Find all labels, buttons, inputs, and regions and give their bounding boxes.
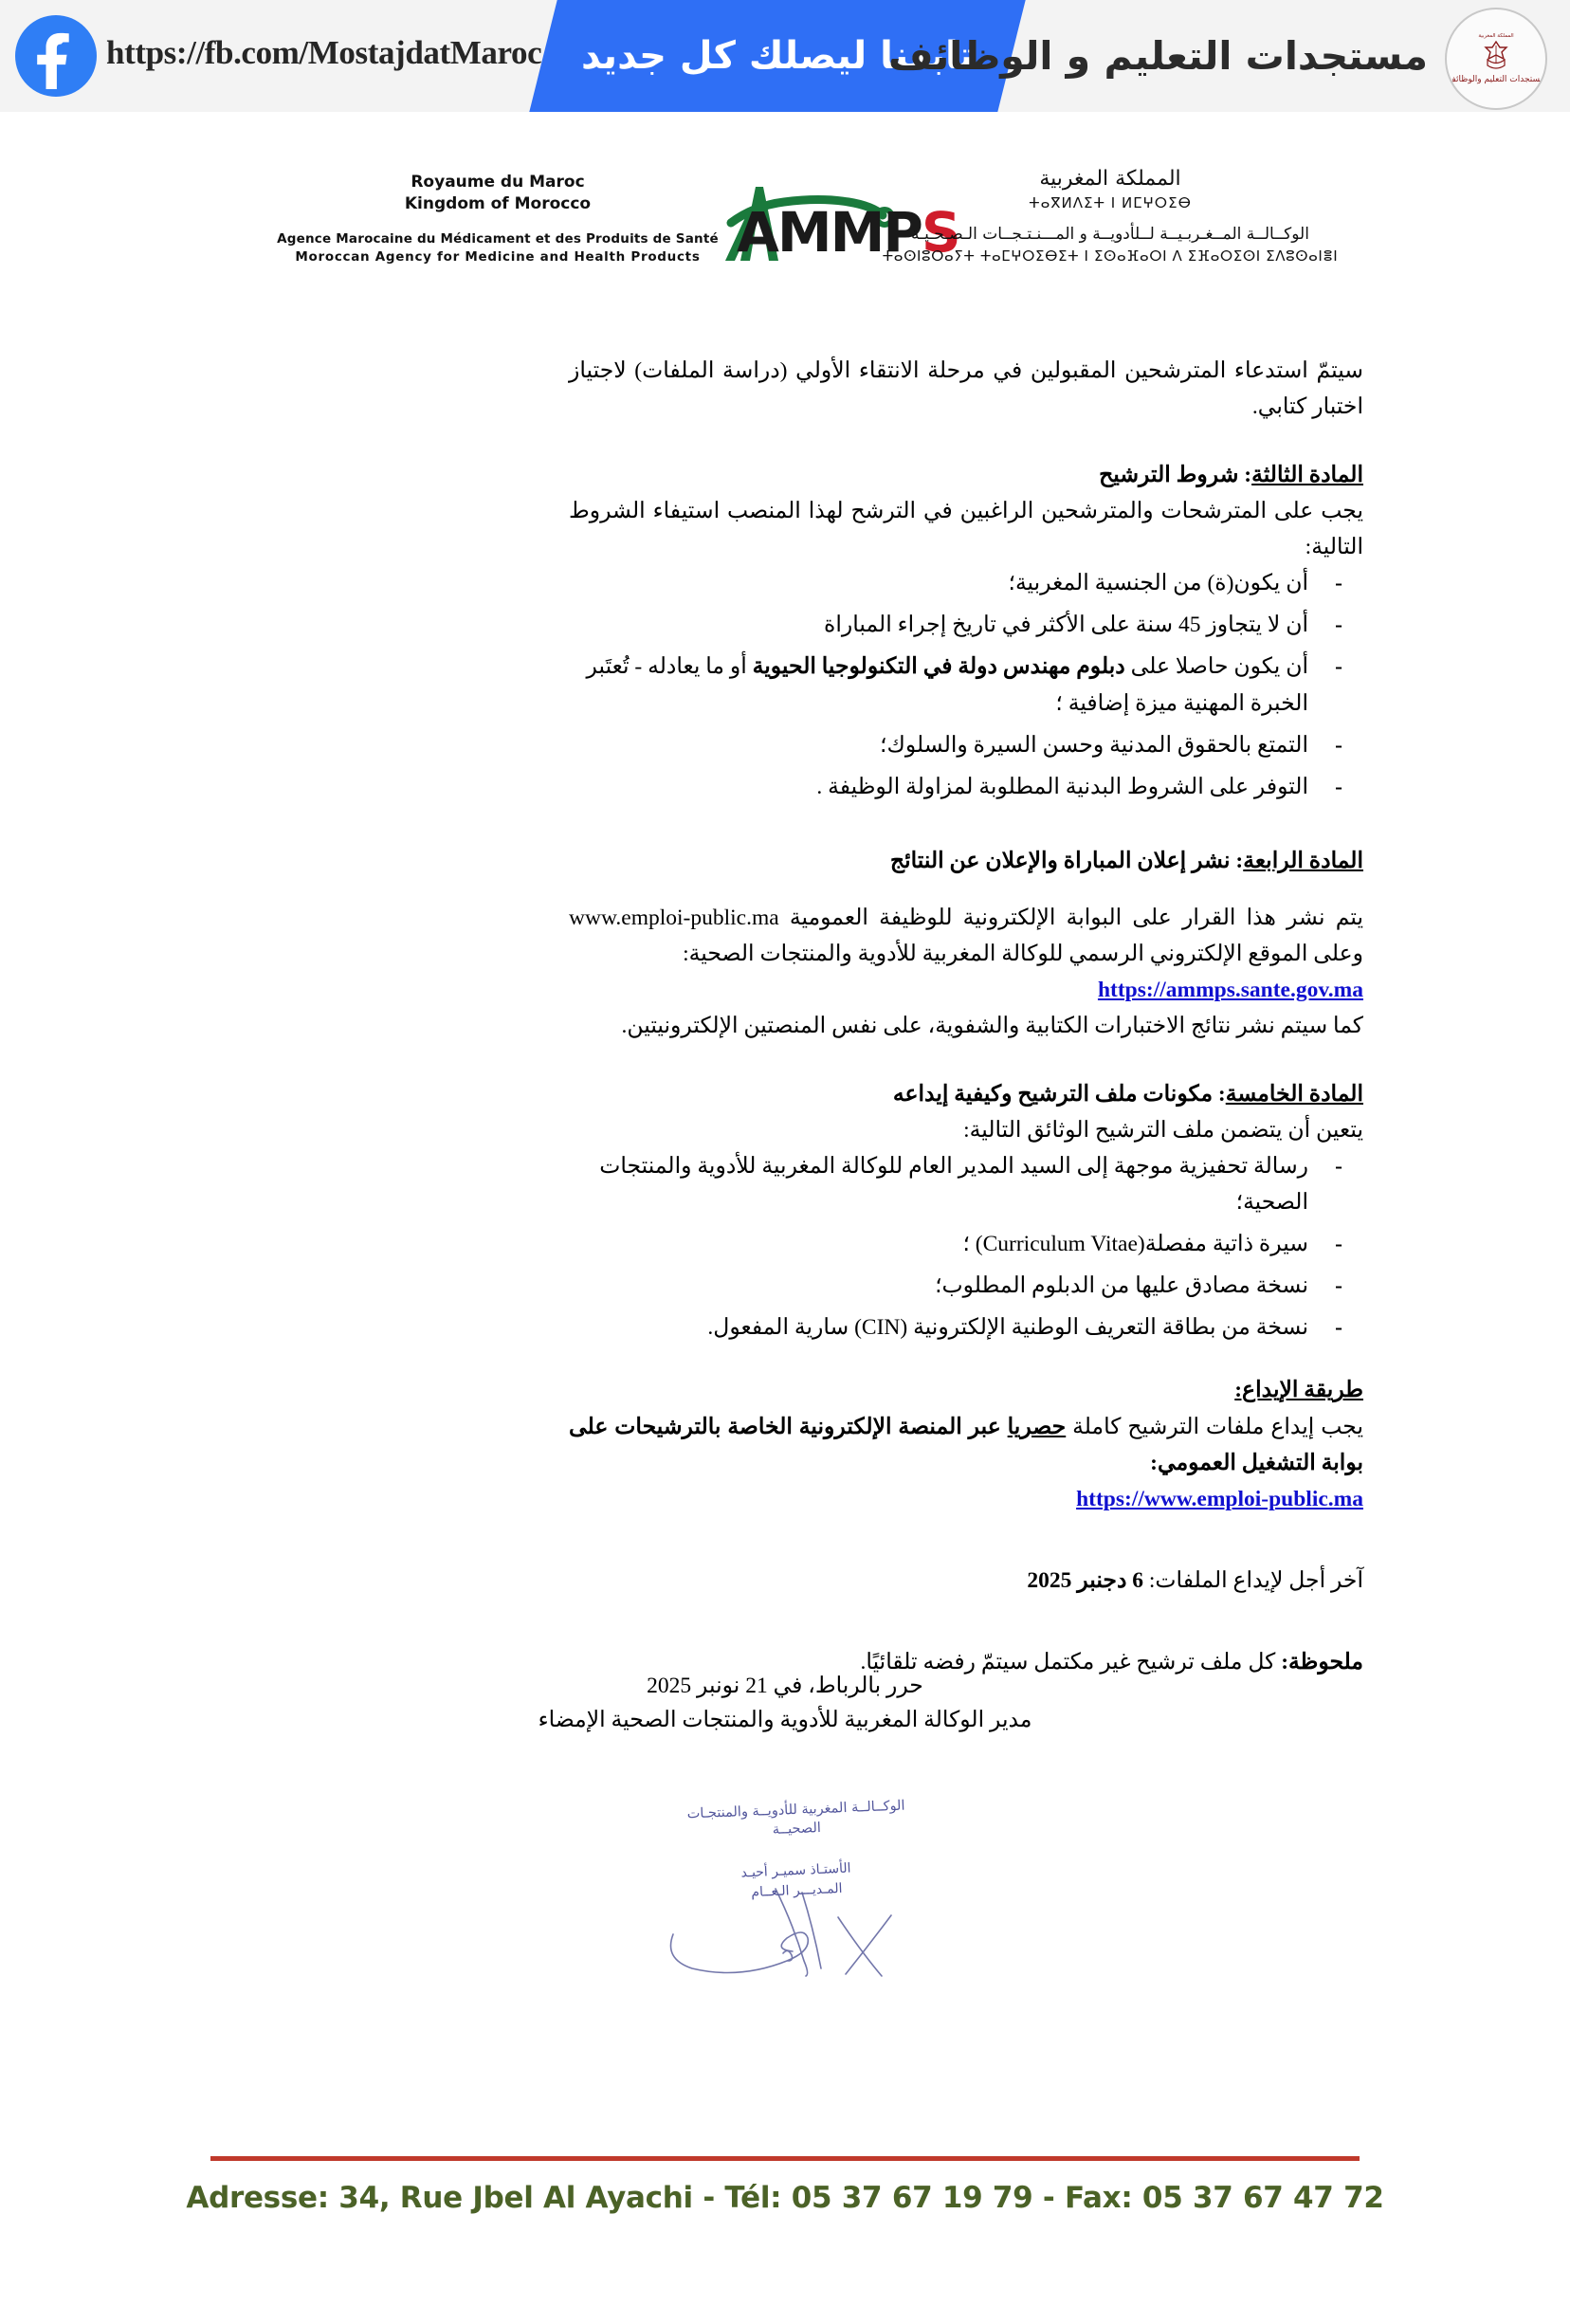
ammps-wordmark-accent: S — [921, 200, 959, 265]
ammps-site-url-line — [569, 972, 1363, 1008]
list-item: - أن لا يتجاوز 45 سنة على الأكثر في تاريخ إجراء المباراة — [569, 607, 1308, 643]
list-item: - نسخة من بطاقة التعريف الوطنية الإلكترونية (CIN) سارية المفعول. — [569, 1309, 1308, 1345]
social-promo-banner — [0, 0, 1570, 112]
brand-seal-logo — [1445, 8, 1547, 110]
article4-paragraph-a: يتم نشر هذا القرار على البوابة الإلكترونية للوظيفة العمومية — [789, 905, 1363, 930]
article3-heading — [569, 457, 1363, 493]
letterhead-tifinagh-line2: ⵜⴰⵙⵏⵓⵔⴰⵢⵜ ⵜⴰⵎⵖⵔⵉⴱⵉⵜ ⵏ ⵉⵙⴰⴼⴰⵔⵏ ⴷ ⵉⴼⴰⵔⵉⵙⵏ ⵉⴷⵓⵙⴰⵏⴻⵏ — [882, 247, 1339, 265]
article3-heading-suffix: : شروط الترشيح — [1099, 463, 1252, 488]
letterhead-arabic-block — [845, 166, 1376, 265]
article5-heading — [569, 1076, 1363, 1112]
article4-heading — [569, 843, 1363, 879]
list-item — [569, 649, 1308, 721]
deposit-line-start: يجب إيداع ملفات الترشيح كاملة — [1072, 1414, 1364, 1439]
letterhead-fr-line2: Kingdom of Morocco — [404, 193, 592, 213]
letterhead-ar-line1: المملكة المغربية — [1039, 167, 1181, 191]
document-letterhead — [0, 166, 1570, 284]
deposit-instruction — [569, 1409, 1363, 1481]
article4-paragraph-b: وعلى الموقع الإلكتروني الرسمي للوكالة المغربية للأدوية والمنتجات الصحية: — [683, 941, 1363, 966]
footer-divider — [210, 2156, 1360, 2161]
footer-address: Adresse: 34, Rue Jbel Al Ayachi - Tél: 05 37 67 19 79 - Fax: 05 37 67 47 72 — [186, 2181, 1384, 2215]
stamp-agency-name — [606, 1794, 986, 1845]
intro-paragraph: سيتمّ استدعاء المترشحين المقبولين في مرحلة الانتقاء الأولي (دراسة الملفات) لاجتياز اختبار كتابي. — [569, 358, 1363, 420]
signature-place-date: حرر بالرباط، في 21 نونبر 2025 — [647, 1674, 923, 1698]
letterhead-ar-line2: الوكــالــة المــغـربـيــة لــلأدويــة و المـــنـتـجــات الـصـحـيـة — [911, 224, 1309, 244]
article4-paragraph — [569, 900, 1363, 972]
letterhead-fr-line3: Agence Marocaine du Médicament et des Produits de Santé — [277, 230, 719, 247]
stamp-line4: المـديـــر الـعــام — [751, 1881, 843, 1901]
deadline-label: آخر أجل لإيداع الملفات: — [1148, 1567, 1363, 1593]
emploi-public-portal-url[interactable]: www.emploi-public.ma — [569, 905, 779, 930]
emploi-public-url-line — [569, 1481, 1363, 1517]
list-item: - التمتع بالحقوق المدنية وحسن السيرة والسلوك؛ — [569, 727, 1308, 763]
article4-heading-prefix: المادة الرابعة — [1243, 848, 1363, 873]
document-body — [0, 353, 1570, 1680]
signature-title: مدير الوكالة المغربية للأدوية والمنتجات الصحية الإمضاء — [538, 1708, 1032, 1733]
ammps-wordmark-main: AMMP — [737, 200, 922, 265]
letterhead-fr-line4: Moroccan Agency for Medicine and Health Products — [295, 249, 701, 265]
letterhead-french-block — [232, 172, 763, 267]
ammps-site-url[interactable]: https://ammps.sante.gov.ma — [1097, 977, 1363, 1002]
handwritten-signature-icon — [607, 1860, 986, 1982]
list-item: - التوفر على الشروط البدنية المطلوبة لمزاولة الوظيفة . — [569, 769, 1308, 805]
seal-brand-text: مستجدات التعليم والوظائف — [1447, 75, 1545, 85]
note-label: ملحوظة: — [1281, 1649, 1363, 1674]
list-item: - أن يكون(ة) من الجنسية المغربية؛ — [569, 565, 1308, 601]
deposit-method-heading — [569, 1372, 1363, 1408]
note-text: كل ملف ترشيح غير مكتمل سيتمّ رفضه تلقائيًا. — [860, 1649, 1276, 1674]
article5-intro: يتعين أن يتضمن ملف الترشيح الوثائق التالية: — [963, 1118, 1363, 1144]
list-item: - نسخة مصادق عليها من الدبلوم المطلوب؛ — [569, 1268, 1308, 1304]
seal-line1: المملكة المغربية — [1478, 32, 1514, 39]
facebook-url-text[interactable]: https://fb.com/MostajdatMaroc — [106, 34, 542, 71]
article5-heading-prefix: المادة الخامسة — [1225, 1082, 1363, 1107]
deadline-value: 6 دجنبر 2025 — [1027, 1567, 1144, 1593]
emploi-public-url[interactable]: https://www.emploi-public.ma — [1076, 1486, 1363, 1511]
stamp-line1: الوكــالــة المغربية للأدويــة والمنتجـات — [686, 1798, 905, 1822]
stamp-director-name — [606, 1853, 986, 1909]
letterhead-fr-line1: Royaume du Maroc — [411, 173, 585, 192]
deposit-exclusive-word: حصريا — [1007, 1414, 1067, 1439]
list-item: - رسالة تحفيزية موجهة إلى السيد المدير العام للوكالة المغربية للأدوية والمنتجات الصحية؛ — [569, 1148, 1308, 1220]
article3-heading-prefix: المادة الثالثة — [1251, 463, 1363, 488]
letterhead-tifinagh-line1: ⵜⴰⴳⵍⴷⵉⵜ ⵏ ⵍⵎⵖⵔⵉⴱ — [1029, 193, 1192, 211]
stamp-line3: الأستـاذ سميـر أحيـد — [740, 1860, 851, 1881]
facebook-icon[interactable] — [13, 13, 99, 99]
morocco-crest-icon — [1482, 41, 1510, 73]
list-item: - سيرة ذاتية مفصلة(Curriculum Vitae) ؛ — [569, 1226, 1308, 1262]
signature-block — [0, 1669, 1570, 1738]
deposit-line-mid: عبر المنصة الإلكترونية الخاصة بالترشيحات على بوابة التشغيل العمومي: — [569, 1414, 1363, 1475]
article3-conditions-list — [569, 565, 1363, 804]
article4-results-paragraph: كما سيتم نشر نتائج الاختبارات الكتابية والشفوية، على نفس المنصتين الإلكترونيتين. — [621, 1013, 1363, 1038]
brand-name-text: مستجدات التعليم و الوظائف — [888, 33, 1428, 79]
deposit-method-heading-text: طريقة الإيداع: — [1234, 1378, 1363, 1403]
condition-diploma-text: أن يكون حاصلا على دبلوم مهندس دولة في التكنولوجيا الحيوية أو ما يعادله - تُعتَبر الخبرة المهنية ميزة إضافية ؛ — [586, 654, 1308, 716]
article4-heading-suffix: : نشر إعلان المباراة والإعلان عن النتائج — [889, 848, 1244, 873]
deadline-line — [569, 1563, 1363, 1599]
article3-intro: يجب على المترشحات والمترشحين الراغبين في الترشح لهذا المنصب استيفاء الشروط التالية: — [569, 499, 1363, 560]
stamp-line2: الصحيــة — [772, 1820, 822, 1838]
article5-documents-list — [569, 1148, 1363, 1345]
promo-text: تابعنا ليصلك كل جديد — [580, 34, 975, 78]
official-stamp-and-signature — [607, 1798, 986, 1982]
article5-heading-suffix: : مكونات ملف الترشيح وكيفية إيداعه — [892, 1082, 1226, 1107]
